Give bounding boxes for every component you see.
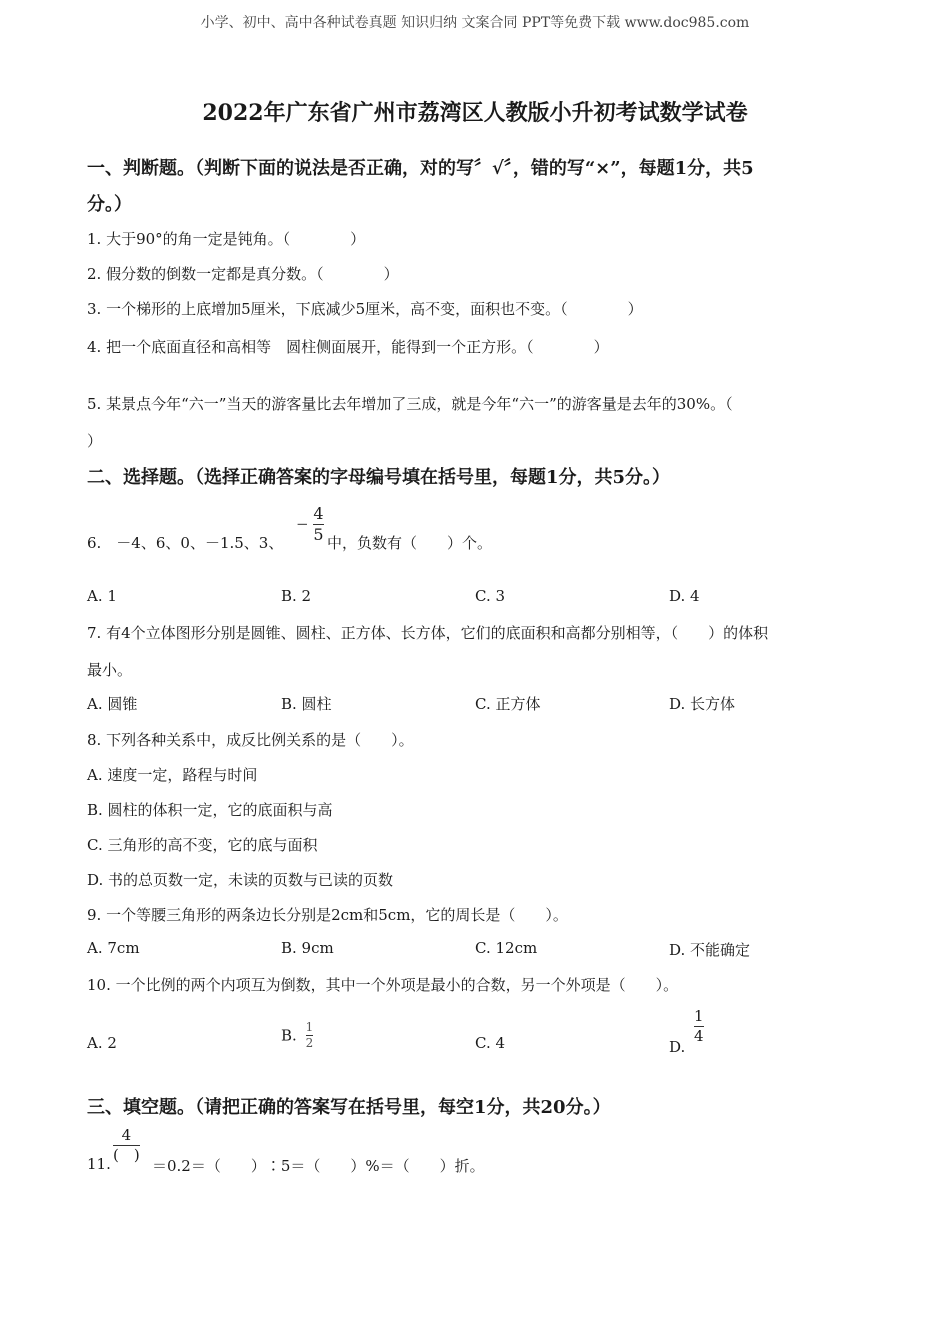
q10-option-c[interactable]: C. 4 — [475, 1034, 506, 1052]
q8-option-c[interactable]: C. 三角形的高不变，它的底与面积 — [87, 836, 318, 854]
fraction-numerator: 1 — [305, 1020, 314, 1034]
q9-option-c[interactable]: C. 12cm — [475, 939, 538, 957]
q10-option-b-label: B. — [281, 1026, 297, 1045]
question-6-fraction — [296, 505, 324, 543]
q9-option-d[interactable]: D. 不能确定 — [669, 941, 751, 959]
section-1-heading: 一、判断题。（判断下面的说法是否正确，对的写〞√〞，错的写“×”，每题1分，共5 — [87, 158, 754, 179]
q7-option-a[interactable]: A. 圆锥 — [87, 695, 138, 713]
question-5: 5. 某景点今年“六一”当天的游客量比去年增加了三成，就是今年“六一”的游客量是去年的30%。（ — [87, 395, 733, 413]
q6-option-d[interactable]: D. 4 — [669, 587, 700, 605]
question-11-label: 11. — [87, 1155, 111, 1173]
q6-option-b[interactable]: B. 2 — [281, 587, 312, 605]
question-2: 2. 假分数的倒数一定都是真分数。（ ） — [87, 265, 399, 283]
question-6-suffix: 中，负数有（ ）个。 — [327, 534, 493, 552]
q7-option-c[interactable]: C. 正方体 — [475, 695, 541, 713]
q9-option-a[interactable]: A. 7cm — [87, 939, 140, 957]
question-1: 1. 大于90°的角一定是钝角。（ ） — [87, 230, 366, 248]
q6-option-c[interactable]: C. 3 — [475, 587, 506, 605]
fraction-denominator: 4 — [694, 1026, 704, 1045]
minus-sign: − — [296, 515, 309, 534]
q8-option-d[interactable]: D. 书的总页数一定，未读的页数与已读的页数 — [87, 871, 394, 889]
question-5-cont: ） — [87, 432, 103, 450]
fraction-denominator: 5 — [313, 524, 324, 544]
fraction-numerator: 4 — [121, 1126, 132, 1144]
question-11-rest: ＝0.2＝（ ）∶5＝（ ）%＝（ ）折。 — [152, 1157, 485, 1175]
q9-option-b[interactable]: B. 9cm — [281, 939, 334, 957]
question-3: 3. 一个梯形的上底增加5厘米，下底减少5厘米，高不变，面积也不变。（ ） — [87, 300, 643, 318]
site-header: 小学、初中、高中各种试卷真题 知识归纳 文案合同 PPT等免费下载 www.doc985.com — [200, 15, 750, 31]
fraction-denominator: 2 — [305, 1036, 314, 1051]
question-7-cont: 最小。 — [87, 661, 133, 679]
q7-option-b[interactable]: B. 圆柱 — [281, 695, 332, 713]
q8-option-a[interactable]: A. 速度一定，路程与时间 — [87, 766, 258, 784]
question-8: 8. 下列各种关系中，成反比例关系的是（ ）。 — [87, 731, 414, 749]
fraction-denominator-blank[interactable]: ( ) — [113, 1145, 140, 1164]
question-7: 7. 有4个立体图形分别是圆锥、圆柱、正方体、长方体，它们的底面积和高都分别相等，（ ）的体积 — [87, 624, 769, 642]
q10-option-a[interactable]: A. 2 — [87, 1034, 117, 1052]
q10-option-d-label: D. — [669, 1038, 686, 1056]
question-6-prefix: 6. －4、6、0、－1.5、3、 — [87, 534, 284, 552]
fraction-numerator: 1 — [694, 1007, 704, 1025]
question-10: 10. 一个比例的两个内项互为倒数，其中一个外项是最小的合数，另一个外项是（ ）。 — [87, 976, 679, 994]
fraction-numerator: 4 — [313, 504, 324, 523]
question-4: 4. 把一个底面直径和高相等 圆柱侧面展开，能得到一个正方形。（ ） — [87, 338, 609, 356]
q10-option-b[interactable] — [281, 1021, 313, 1050]
q6-option-a[interactable]: A. 1 — [87, 587, 117, 605]
section-3-heading: 三、填空题。（请把正确的答案写在括号里，每空1分，共20分。） — [87, 1097, 611, 1118]
q10-option-d[interactable] — [669, 1008, 704, 1056]
question-11-fraction — [113, 1127, 140, 1163]
page-title: 2022年广东省广州市荔湾区人教版小升初考试数学试卷 — [202, 100, 748, 126]
section-2-heading: 二、选择题。（选择正确答案的字母编号填在括号里，每题1分，共5分。） — [87, 467, 671, 488]
question-9: 9. 一个等腰三角形的两条边长分别是2cm和5cm，它的周长是（ ）。 — [87, 906, 568, 924]
q7-option-d[interactable]: D. 长方体 — [669, 695, 736, 713]
q8-option-b[interactable]: B. 圆柱的体积一定，它的底面积与高 — [87, 801, 333, 819]
section-1-heading-cont: 分。） — [87, 194, 132, 215]
